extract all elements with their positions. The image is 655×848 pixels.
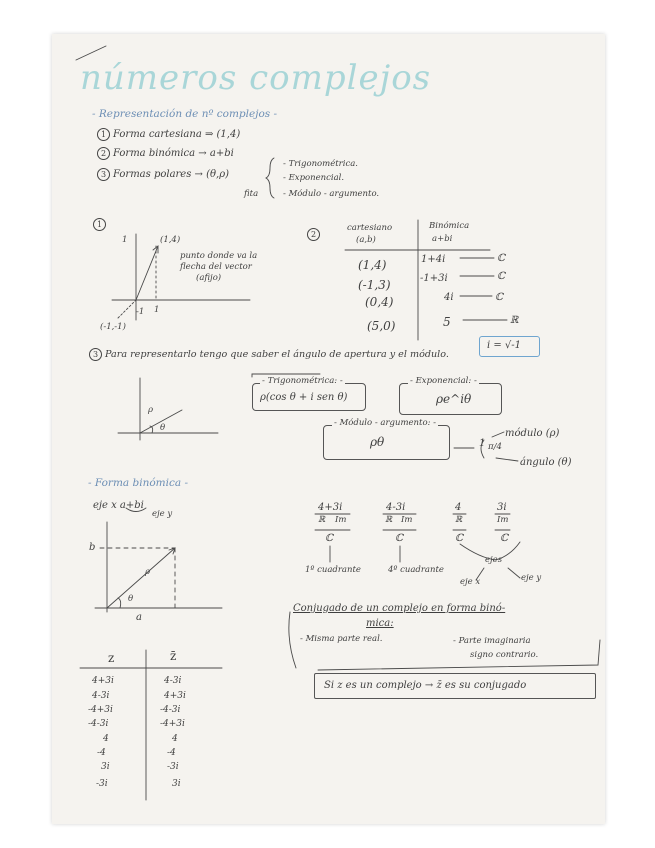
conjugado-rule-imag-2: signo contrario. (470, 650, 539, 660)
exp-label: - Exponencial: - (410, 376, 477, 386)
table-cell: -3i (96, 779, 108, 789)
list-item: 1 Forma cartesiana ⇒ (1,4) (97, 128, 240, 141)
page-title: números complejos (80, 58, 432, 98)
graph1-neg-label: (-1,-1) (100, 322, 126, 332)
table-cell: (-1,3) (358, 278, 391, 292)
table-cell: -4 (97, 748, 106, 758)
fraction-quadrant: 4º cuadrante (388, 565, 444, 575)
graph1-desc-line: (afijo) (196, 273, 222, 283)
graph1-desc-line: punto donde va la (180, 251, 258, 261)
fraction-left: ℝ (318, 515, 326, 525)
table-cell: 3i (172, 779, 181, 789)
graph2-rho: ρ (145, 567, 150, 577)
table1-head-left-sub: (a,b) (356, 235, 376, 245)
table-cell: (1,4) (358, 258, 387, 272)
z-table-head-bar: z̄ (170, 649, 177, 663)
fraction-top: 3i (497, 502, 507, 513)
fraction-bottom: ℂ (455, 533, 463, 544)
fraction-top: 4-3i (386, 502, 406, 513)
fraction-bottom: ℂ (325, 533, 333, 544)
graph2-b-label: b (89, 542, 96, 553)
table1-number: 2 (307, 228, 323, 241)
polar-type-trig: - Trigonométrica. (283, 159, 358, 169)
table1-head-right: Binómica (429, 221, 470, 231)
table-cell: -4+3i (160, 719, 185, 729)
mod-formula: ρθ (370, 435, 385, 449)
fraction-right: Im (335, 515, 347, 525)
note-fita: fita (244, 189, 259, 199)
fraction-left: Im (497, 515, 509, 525)
table-cell: ℂ (497, 253, 505, 264)
table-cell: -4+3i (88, 705, 113, 715)
z-table-head: z (108, 651, 115, 665)
graph2-vector (107, 548, 175, 608)
polar-brace (266, 158, 274, 198)
table-cell: 4+3i (164, 691, 186, 701)
section-heading-representacion: - Representación de nº complejos - (92, 108, 278, 120)
vector-theta: θ (160, 423, 166, 433)
table1-head-left: cartesiano (347, 223, 393, 233)
table-cell: ℂ (497, 271, 505, 282)
fraction-top: 4+3i (318, 502, 343, 513)
section3-text: 3 Para representarlo tengo que saber el ángulo de apertura y el módulo. (89, 348, 449, 361)
fraction-bottom: ℂ (500, 533, 508, 544)
polar-type-mod: - Módulo - argumento. (283, 189, 380, 199)
table-cell: 5 (443, 315, 451, 329)
graph1-vector (136, 246, 158, 300)
fraction-right: Im (401, 515, 413, 525)
fraction-left: ℝ (455, 515, 463, 525)
mod-theta-value: π/4 (488, 442, 502, 452)
fraction-bottom: ℂ (395, 533, 403, 544)
exp-formula: ρe^iθ (436, 392, 472, 406)
table-cell: ℝ (510, 315, 519, 326)
graph1-number: 1 (93, 218, 109, 231)
graph1-neg-tick: -1 (136, 307, 145, 317)
table-cell: -3i (167, 762, 179, 772)
graph1-point-label: (1,4) (160, 235, 181, 245)
angulo-label: ángulo (θ) (520, 457, 572, 468)
mod-rho-value: 1 (479, 438, 486, 449)
binomica-eje-y: eje y (152, 509, 173, 519)
table-cell: 4-3i (164, 676, 182, 686)
mod-label: - Módulo - argumento: - (334, 418, 437, 428)
table-cell: -1+3i (420, 273, 448, 284)
graph3-vector (140, 410, 182, 433)
conjugado-title: Conjugado de un complejo en forma binó- (293, 603, 506, 614)
table-cell: (0,4) (365, 295, 394, 309)
table-cell: 4i (444, 292, 454, 303)
table-cell: -4-3i (88, 719, 109, 729)
conjugado-statement: Si z es un complejo → z̄ es su conjugado (324, 680, 527, 691)
graph1-desc-line: flecha del vector (180, 262, 252, 272)
table-cell: (5,0) (367, 319, 396, 333)
ejes-x: eje x (460, 577, 481, 587)
graph1-x-tick: 1 (154, 305, 160, 315)
binomica-formula: eje x a+bi (93, 500, 144, 511)
ejes-label: ejes (485, 555, 503, 565)
table1-head-right-sub: a+bi (432, 234, 453, 244)
fraction-quadrant: 1º cuadrante (305, 565, 361, 575)
vector-rho: ρ (148, 405, 153, 415)
trig-label: - Trigonométrica: - (262, 376, 343, 386)
conjugado-rule-real: - Misma parte real. (300, 634, 383, 644)
section-heading-binomica: - Forma binómica - (88, 477, 188, 489)
table-cell: 3i (101, 762, 110, 772)
title-stroke (76, 46, 106, 60)
list-item: 3 Formas polares → (θ,ρ) (97, 168, 229, 181)
polar-type-exp: - Exponencial. (283, 173, 345, 183)
table-cell: 4 (103, 734, 109, 744)
table-cell: -4-3i (160, 705, 181, 715)
table-cell: 1+4i (421, 254, 446, 265)
fraction-left: ℝ (385, 515, 393, 525)
table-cell: ℂ (495, 292, 503, 303)
graph2-theta: θ (128, 594, 134, 604)
conjugado-rule-imag: - Parte imaginaria (453, 636, 531, 646)
trig-formula: ρ(cos θ + i sen θ) (260, 392, 348, 403)
ejes-y: eje y (521, 573, 542, 583)
list-item: 2 Forma binómica → a+bi (97, 147, 234, 160)
graph1-neg-vector (118, 300, 136, 318)
table-cell: 4 (172, 734, 178, 744)
fraction-top: 4 (455, 502, 462, 513)
graph1-y-tick: 1 (122, 235, 128, 245)
table-cell: 4-3i (92, 691, 110, 701)
i-definition: i = √-1 (487, 340, 522, 351)
graph2-a-label: a (136, 612, 142, 623)
conjugado-title-2: mica: (366, 618, 394, 629)
table-cell: 4+3i (92, 676, 114, 686)
table-cell: -4 (167, 748, 176, 758)
modulo-label: módulo (ρ) (505, 428, 560, 439)
